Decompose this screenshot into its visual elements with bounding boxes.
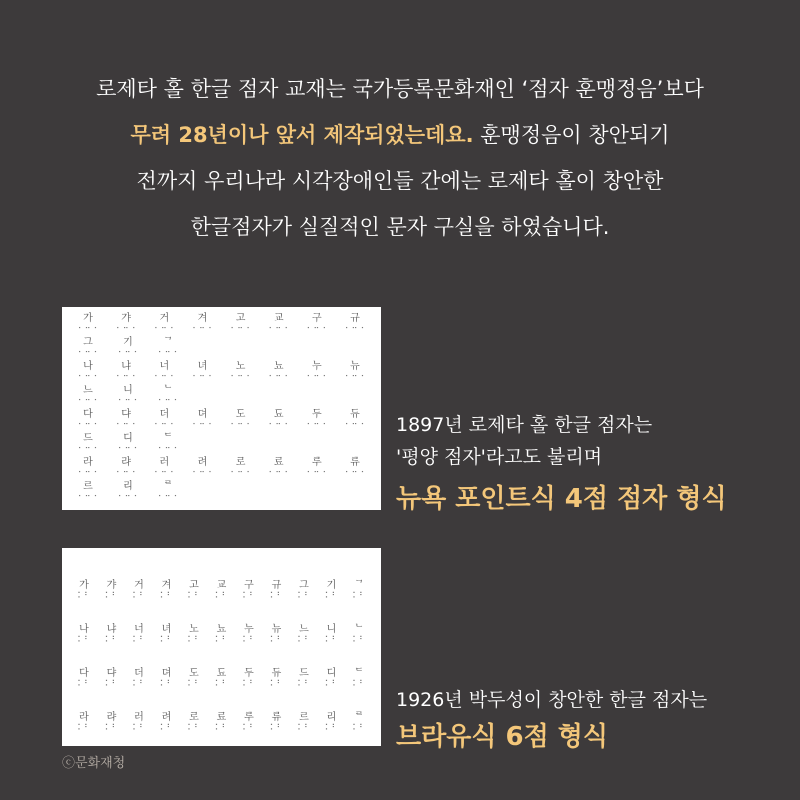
braille-dots-icon: ⠂⠒⠐ [230,372,251,381]
braille-syllable: 고 [189,580,199,591]
braille-cell [110,309,142,333]
braille-dots-icon: ⠅⠃ [242,723,256,732]
intro-line-2 [0,112,800,158]
braille-dots-icon: ⠅⠃ [187,723,201,732]
braille-syllable: ᄃ [354,668,364,679]
braille-dots-icon: ⠂⠒⠐ [77,492,99,501]
braille-dots-icon: ⠂⠒⠐ [115,324,137,333]
braille-dots-icon: ⠂⠒⠐ [77,444,99,453]
braille-dots-icon: ⠂⠒⠐ [268,372,289,381]
braille-syllable: 노 [235,361,246,372]
braille-dots-icon: ⠂⠒⠐ [77,468,99,477]
braille-syllable: 구 [244,580,254,591]
braille-cell [100,708,124,752]
braille-dots-icon: ⠅⠃ [159,635,174,644]
braille-cell [100,620,124,664]
braille-cell [292,576,316,620]
braille-syllable: 러 [134,712,144,723]
braille-syllable: 너 [134,624,144,635]
braille-syllable: 교 [273,313,284,324]
braille-syllable: 뉴 [271,624,282,635]
braille-dots-icon: ⠅⠃ [242,679,256,688]
braille-dots-icon: ⠅⠃ [77,723,91,732]
braille-dots-icon: ⠅⠃ [269,723,284,732]
braille-syllable: 댜 [106,668,117,679]
braille-syllable: 루 [244,712,254,723]
braille-dots-icon: ⠂⠒⠐ [117,444,139,453]
braille-cell [265,620,289,664]
braille-dots-icon: ⠅⠃ [242,591,256,600]
braille-dots-icon: ⠂⠒⠐ [77,372,99,381]
braille-cell [263,357,295,381]
braille-cell [186,405,218,429]
braille-dots-icon: ⠅⠃ [132,591,146,600]
braille-cell [347,620,371,664]
braille-syllable: 녀 [197,361,208,372]
braille-dots-icon: ⠂⠒⠐ [77,348,99,357]
braille-dots-icon: ⠅⠃ [352,723,366,732]
braille-syllable: 랴 [121,457,131,468]
braille-syllable: ᄃ [163,433,173,444]
braille-dots-icon: ⠂⠒⠐ [153,372,175,381]
braille-dots-icon: ⠂⠒⠐ [157,348,179,357]
braille-dots-icon: ⠅⠃ [297,591,311,600]
braille-dots-icon: ⠂⠒⠐ [77,420,99,429]
braille-dots-icon: ⠅⠃ [214,679,229,688]
braille-cell [182,576,206,620]
braille-dots-icon: ⠅⠃ [132,723,146,732]
braille-dots-icon: ⠅⠃ [187,679,201,688]
intro-line-1: 로제타 홀 한글 점자 교재는 국가등록문화재인 ‘점자 훈맹정음’보다 [96,77,704,101]
braille-cell [237,664,261,708]
braille-dots-icon: ⠂⠒⠐ [115,420,137,429]
braille-syllable: 나 [83,361,93,372]
braille-syllable: 두 [244,668,254,679]
braille-cell [72,708,96,752]
braille-dots-icon: ⠅⠃ [132,679,146,688]
braille-syllable: 됴 [273,409,284,420]
braille-syllable: 라 [83,457,93,468]
braille-syllable: 뉴 [350,361,360,372]
braille-cell [301,357,333,381]
braille-syllable: 됴 [216,668,227,679]
braille-cell [72,405,104,429]
braille-cell [347,708,371,752]
braille-syllable: 다 [79,668,89,679]
braille-syllable: ᄀ [163,337,173,348]
braille-cell [112,333,144,357]
braille-row [62,429,381,453]
braille-dots-icon: ⠅⠃ [269,679,284,688]
braille-dots-icon: ⠂⠒⠐ [268,324,289,333]
braille-syllable: 느 [299,624,309,635]
braille-dots-icon: ⠅⠃ [324,591,339,600]
braille-dots-icon: ⠂⠒⠐ [306,420,328,429]
braille-syllable: 랴 [106,712,117,723]
braille-syllable: 려 [197,457,208,468]
braille-syllable: 뇨 [273,361,284,372]
intro-line-2-rest: 훈맹정음이 창안되기 [473,123,670,147]
braille-dots-icon: ⠅⠃ [104,723,119,732]
braille-cell [155,576,179,620]
braille-dots-icon: ⠂⠒⠐ [157,396,179,405]
braille-cell [263,405,295,429]
braille-dots-icon: ⠂⠒⠐ [306,324,328,333]
braille-dots-icon: ⠂⠒⠐ [344,420,366,429]
braille-dots-icon: ⠅⠃ [77,635,91,644]
braille-dots-icon: ⠅⠃ [297,679,311,688]
braille-cell [186,357,218,381]
braille-dots-icon: ⠅⠃ [242,635,256,644]
braille-cell [339,453,371,477]
braille-cell [110,453,142,477]
braille-cell [127,576,151,620]
braille-cell [263,309,295,333]
braille-cell [110,405,142,429]
braille-dots-icon: ⠂⠒⠐ [117,396,139,405]
braille-syllable: 겨 [161,580,172,591]
braille-dots-icon: ⠂⠒⠐ [153,468,175,477]
braille-syllable: 갸 [121,313,131,324]
braille-dots-icon: ⠅⠃ [214,635,229,644]
intro-text [0,66,800,250]
braille-dots-icon: ⠅⠃ [77,679,91,688]
braille-dots-icon: ⠅⠃ [159,591,174,600]
braille-cell [237,576,261,620]
braille-cell [225,405,257,429]
braille-syllable: 리 [123,481,133,492]
braille-cell [148,309,180,333]
braille-dots-icon: ⠅⠃ [297,635,311,644]
braille-cell [182,664,206,708]
braille-syllable: 기 [326,580,337,591]
braille-syllable: 니 [123,385,133,396]
braille-syllable: 규 [350,313,360,324]
braille-syllable: 가 [79,580,89,591]
braille-dots-icon: ⠂⠒⠐ [157,444,179,453]
braille-syllable: 구 [312,313,322,324]
braille-syllable: 료 [273,457,284,468]
braille-syllable: 리 [326,712,337,723]
braille-dots-icon: ⠂⠒⠐ [77,324,99,333]
braille-dots-icon: ⠅⠃ [297,723,311,732]
braille-dots-icon: ⠂⠒⠐ [192,420,213,429]
braille-dots-icon: ⠂⠒⠐ [115,468,137,477]
braille-syllable: 드 [83,433,93,444]
braille-dots-icon: ⠅⠃ [77,591,91,600]
braille-syllable: ᄅ [163,481,173,492]
braille-dots-icon: ⠂⠒⠐ [192,372,213,381]
braille-cell [210,708,234,752]
braille-cell [72,357,104,381]
braille-dots-icon: ⠅⠃ [269,591,284,600]
braille-dots-icon: ⠂⠒⠐ [192,468,213,477]
braille-syllable: 려 [161,712,172,723]
braille-dots-icon: ⠅⠃ [352,591,366,600]
intro-highlight: 무려 28년이나 앞서 제작되었는데요. [130,123,474,147]
braille-cell [72,309,104,333]
braille-dots-icon: ⠂⠒⠐ [230,468,251,477]
braille-syllable: 댜 [121,409,131,420]
braille-cell [210,664,234,708]
braille-cell [263,453,295,477]
braille-cell [72,620,96,664]
braille-row [62,477,381,501]
braille-dots-icon: ⠂⠒⠐ [306,372,328,381]
braille-syllable: 고 [235,313,246,324]
image-credit: ⓒ문화재청 [62,756,126,771]
braille-cell [182,708,206,752]
braille-cell [265,664,289,708]
braille-syllable: 나 [79,624,89,635]
intro-line-4: 한글점자가 실질적인 문자 구실을 하였습니다. [190,215,610,239]
braille-row [62,620,381,664]
braille-syllable: 로 [235,457,246,468]
braille-table-1926 [62,548,381,746]
braille-cell [112,381,144,405]
braille-dots-icon: ⠂⠒⠐ [344,324,366,333]
braille-syllable: 그 [83,337,93,348]
braille-cell [72,664,96,708]
braille-cell [265,708,289,752]
braille-syllable: 거 [159,313,170,324]
braille-cell [292,664,316,708]
braille-dots-icon: ⠂⠒⠐ [117,348,139,357]
braille-syllable: 교 [216,580,227,591]
braille-cell [210,620,234,664]
caption2-highlight: 브라유식 6점 형식 [396,722,609,752]
braille-row [62,381,381,405]
braille-cell [292,708,316,752]
braille-syllable: 니 [326,624,337,635]
braille-syllable: 루 [312,457,322,468]
braille-dots-icon: ⠅⠃ [324,635,339,644]
braille-dots-icon: ⠅⠃ [269,635,284,644]
braille-syllable: 료 [216,712,227,723]
braille-syllable: 냐 [106,624,117,635]
braille-syllable: 르 [299,712,309,723]
braille-syllable: 누 [312,361,322,372]
braille-dots-icon: ⠅⠃ [324,679,339,688]
braille-cell [339,357,371,381]
braille-dots-icon: ⠅⠃ [187,591,201,600]
braille-cell [339,309,371,333]
braille-cell [186,309,218,333]
braille-cell [347,664,371,708]
caption1-highlight: 뉴욕 포인트식 4점 점자 형식 [396,484,727,514]
braille-row [62,453,381,477]
braille-cell [339,405,371,429]
braille-cell [72,453,104,477]
braille-syllable: 갸 [106,580,117,591]
braille-cell [320,576,344,620]
braille-syllable: 그 [299,580,309,591]
braille-dots-icon: ⠅⠃ [132,635,146,644]
braille-cell [72,429,104,453]
braille-dots-icon: ⠅⠃ [352,679,366,688]
braille-cell [127,708,151,752]
braille-syllable: 뎌 [161,668,172,679]
braille-dots-icon: ⠂⠒⠐ [153,420,175,429]
braille-cell [100,664,124,708]
braille-syllable: 드 [299,668,309,679]
braille-syllable: 규 [271,580,282,591]
braille-syllable: 뎌 [197,409,208,420]
braille-cell [127,664,151,708]
braille-dots-icon: ⠂⠒⠐ [117,492,139,501]
braille-cell [182,620,206,664]
braille-cell [225,357,257,381]
braille-dots-icon: ⠅⠃ [159,723,174,732]
braille-syllable: 거 [134,580,144,591]
braille-cell [320,664,344,708]
braille-syllable: 두 [312,409,322,420]
intro-line-3: 전까지 우리나라 시각장애인들 간에는 로제타 홀이 창안한 [136,169,664,193]
braille-syllable: 듀 [271,668,282,679]
braille-syllable: ᄂ [354,624,364,635]
braille-cell [225,453,257,477]
braille-cell [320,620,344,664]
braille-cell [210,576,234,620]
braille-cell [127,620,151,664]
braille-cell [155,708,179,752]
braille-cell [152,381,184,405]
braille-cell [301,309,333,333]
braille-row [62,357,381,381]
braille-syllable: 느 [83,385,93,396]
braille-row [62,576,381,620]
braille-cell [72,576,96,620]
braille-dots-icon: ⠂⠒⠐ [153,324,175,333]
braille-cell [100,576,124,620]
braille-cell [148,357,180,381]
braille-dots-icon: ⠅⠃ [214,723,229,732]
braille-dots-icon: ⠅⠃ [187,635,201,644]
braille-cell [301,453,333,477]
braille-dots-icon: ⠅⠃ [352,635,366,644]
braille-syllable: 더 [134,668,144,679]
braille-dots-icon: ⠂⠒⠐ [268,420,289,429]
braille-cell [110,357,142,381]
caption1-line2: '평양 점자'라고도 불리며 [396,446,603,468]
braille-cell [155,620,179,664]
braille-syllable: 도 [189,668,199,679]
braille-dots-icon: ⠂⠒⠐ [77,396,99,405]
braille-cell [186,453,218,477]
braille-dots-icon: ⠂⠒⠐ [230,324,251,333]
braille-syllable: 류 [350,457,360,468]
braille-syllable: 르 [83,481,93,492]
braille-row [62,405,381,429]
braille-cell [148,405,180,429]
braille-dots-icon: ⠂⠒⠐ [306,468,328,477]
braille-syllable: ᄅ [354,712,364,723]
braille-cell [72,333,104,357]
braille-dots-icon: ⠅⠃ [159,679,174,688]
braille-syllable: 가 [83,313,93,324]
braille-syllable: 더 [159,409,170,420]
braille-row [62,333,381,357]
braille-cell [72,477,104,501]
braille-syllable: 기 [123,337,133,348]
braille-dots-icon: ⠅⠃ [324,723,339,732]
braille-cell [152,477,184,501]
caption1-line1: 1897년 로제타 홀 한글 점자는 [396,414,653,436]
braille-syllable: 류 [271,712,282,723]
braille-syllable: 뇨 [216,624,227,635]
braille-syllable: 너 [159,361,170,372]
braille-cell [237,620,261,664]
braille-dots-icon: ⠅⠃ [104,679,119,688]
braille-syllable: 러 [159,457,170,468]
braille-dots-icon: ⠂⠒⠐ [115,372,137,381]
braille-cell [152,429,184,453]
braille-cell [237,708,261,752]
braille-syllable: 노 [189,624,199,635]
braille-cell [347,576,371,620]
braille-table-1897 [62,307,381,510]
braille-syllable: 냐 [121,361,131,372]
braille-row [62,708,381,752]
braille-dots-icon: ⠂⠒⠐ [157,492,179,501]
braille-syllable: 녀 [161,624,172,635]
braille-syllable: 누 [244,624,254,635]
braille-cell [225,309,257,333]
braille-dots-icon: ⠂⠒⠐ [230,420,251,429]
braille-syllable: 듀 [350,409,360,420]
braille-cell [152,333,184,357]
braille-cell [148,453,180,477]
braille-syllable: 겨 [197,313,208,324]
braille-syllable: 도 [235,409,246,420]
braille-dots-icon: ⠂⠒⠐ [192,324,213,333]
braille-dots-icon: ⠅⠃ [104,635,119,644]
braille-dots-icon: ⠂⠒⠐ [344,372,366,381]
braille-syllable: 다 [83,409,93,420]
braille-cell [265,576,289,620]
braille-syllable: 디 [326,668,337,679]
braille-row [62,664,381,708]
caption2-line1: 1926년 박두성이 창안한 한글 점자는 [396,689,708,711]
braille-row [62,309,381,333]
braille-syllable: 디 [123,433,133,444]
braille-cell [155,664,179,708]
braille-syllable: 라 [79,712,89,723]
braille-syllable: ᄂ [163,385,173,396]
braille-cell [301,405,333,429]
braille-syllable: 로 [189,712,199,723]
braille-dots-icon: ⠅⠃ [104,591,119,600]
braille-syllable: ᄀ [354,580,364,591]
braille-dots-icon: ⠅⠃ [214,591,229,600]
braille-cell [72,381,104,405]
braille-cell [320,708,344,752]
braille-cell [112,477,144,501]
braille-cell [112,429,144,453]
braille-cell [292,620,316,664]
braille-dots-icon: ⠂⠒⠐ [268,468,289,477]
braille-dots-icon: ⠂⠒⠐ [344,468,366,477]
